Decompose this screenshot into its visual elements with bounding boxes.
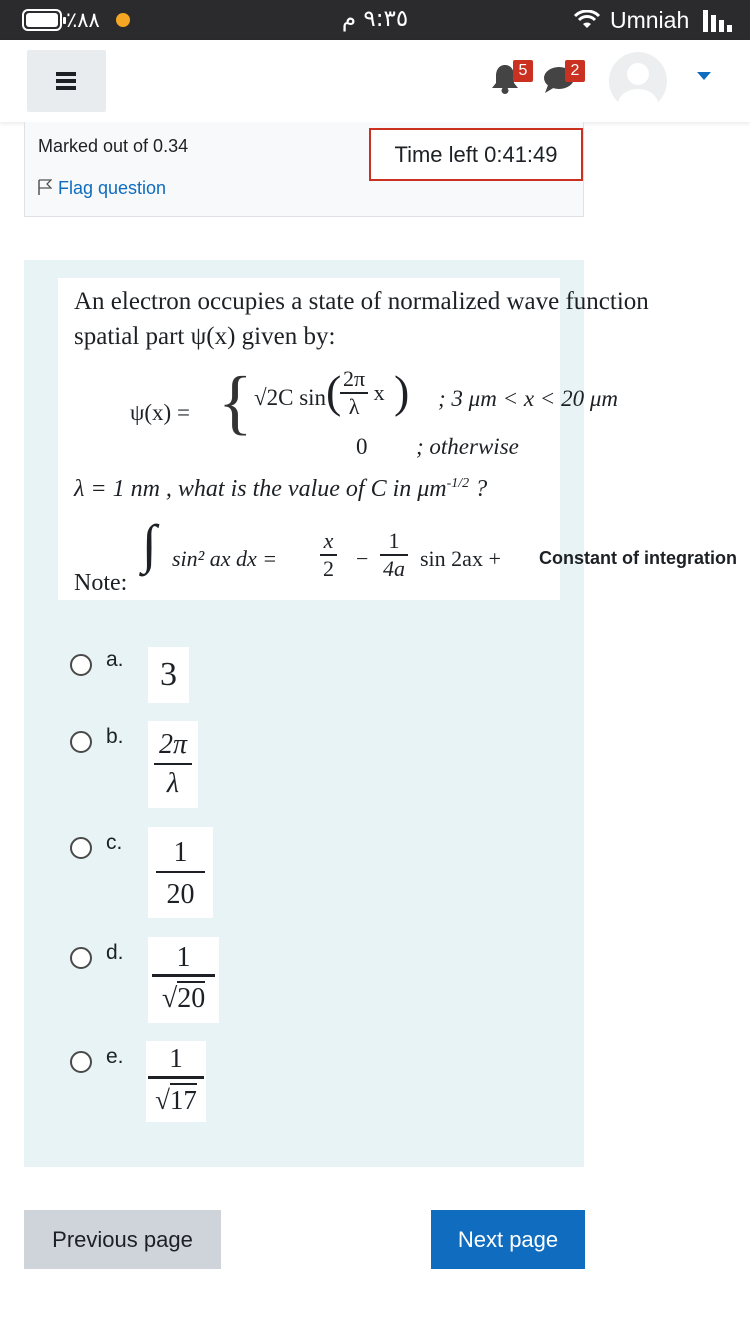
low-power-dot — [116, 13, 130, 27]
battery-percent: ٪٨٨ — [66, 9, 100, 32]
question-intro — [74, 284, 649, 354]
previous-page-button[interactable]: Previous page — [24, 1210, 221, 1269]
radio-e[interactable] — [70, 1051, 92, 1073]
option-c-letter: c. — [106, 831, 123, 854]
integral-sin: sin 2ax + — [420, 546, 501, 571]
quiz-timer: Time left 0:41:49 — [369, 128, 583, 181]
option-a-letter: a. — [106, 648, 124, 671]
integral-lhs: sin² ax dx = — [172, 546, 278, 571]
paren-close: ) — [394, 366, 410, 417]
case-1-condition: ; 3 μm < x < 20 μm — [438, 386, 618, 411]
lambda-question-text: λ = 1 nm , what is the value of C in μm — [74, 476, 447, 502]
next-page-button[interactable]: Next page — [431, 1210, 585, 1269]
option-c-value — [148, 827, 213, 918]
psi-lhs: ψ(x) = — [130, 400, 190, 425]
radio-a[interactable] — [70, 654, 92, 676]
hamburger-icon-bar — [56, 79, 76, 83]
hamburger-icon — [56, 72, 76, 76]
lambda-denominator: λ — [348, 394, 360, 419]
option-e-den: 17 — [169, 1085, 197, 1115]
integral-two: 2 — [323, 556, 334, 581]
option-c-den: 20 — [166, 879, 195, 910]
flag-question-label: Flag question — [58, 178, 167, 198]
marked-out-of: Marked out of 0.34 — [38, 136, 189, 156]
question-line-2: spatial part ψ(x) given by: — [74, 323, 336, 350]
case-2-value: 0 — [356, 434, 368, 459]
option-e-den-wrap — [146, 1079, 206, 1119]
option-b-num: 2π — [154, 725, 192, 765]
sqrt-symbol: √ — [155, 1085, 170, 1115]
messages-badge: 2 — [565, 60, 585, 82]
lambda-question — [74, 476, 487, 503]
option-d-letter: d. — [106, 941, 124, 964]
integral-one: 1 — [380, 528, 408, 556]
case-1-coefficient: √2C sin — [254, 385, 327, 410]
option-b-value — [148, 721, 198, 808]
status-bar — [0, 0, 750, 40]
signal-icon — [703, 10, 737, 32]
wifi-icon — [573, 10, 601, 30]
minus-sign: − — [356, 546, 369, 571]
flag-icon — [38, 179, 52, 196]
integral-sign: ∫ — [142, 514, 157, 574]
constant-of-integration: Constant of integration — [539, 548, 737, 568]
radio-b[interactable] — [70, 731, 92, 753]
question-line-1: An electron occupies a state of normalized wave function — [74, 288, 649, 315]
user-avatar[interactable] — [609, 52, 667, 110]
option-d-num: 1 — [152, 939, 215, 977]
hamburger-icon-bar — [56, 86, 76, 90]
carrier-name: Umniah — [610, 7, 690, 33]
radio-d[interactable] — [70, 947, 92, 969]
integral-x: x — [320, 528, 337, 556]
status-time: ٩:٣٥ م — [341, 6, 409, 32]
option-a-value: 3 — [148, 647, 189, 703]
user-icon — [609, 52, 667, 110]
lambda-exponent: -1/2 — [446, 476, 470, 491]
x-over-2 — [320, 528, 337, 582]
flag-question-link[interactable] — [38, 178, 166, 199]
x-variable: x — [373, 380, 385, 405]
one-over-4a — [380, 528, 408, 582]
option-e-letter: e. — [106, 1045, 124, 1068]
notifications-badge: 5 — [513, 60, 533, 82]
option-e-num: 1 — [148, 1041, 204, 1079]
option-d-value — [148, 937, 219, 1023]
option-d-den: 20 — [177, 983, 206, 1014]
note-label: Note: — [74, 570, 128, 596]
top-navbar — [0, 40, 750, 122]
question-text — [58, 278, 737, 600]
option-d-den-wrap — [148, 977, 219, 1019]
sqrt-symbol: √ — [161, 983, 178, 1014]
two-pi-over-lambda — [340, 366, 385, 420]
left-brace: { — [218, 362, 253, 442]
option-e-value — [146, 1041, 206, 1122]
option-b-den: λ — [166, 768, 180, 799]
case-2-condition: ; otherwise — [416, 434, 519, 459]
two-pi: 2π — [340, 366, 368, 394]
chevron-down-icon[interactable] — [697, 72, 711, 80]
integral-4a: 4a — [383, 556, 405, 581]
menu-button[interactable] — [27, 50, 106, 112]
option-c-num: 1 — [156, 833, 205, 873]
paren-open: ( — [326, 366, 342, 417]
lambda-question-mark: ? — [469, 476, 488, 502]
option-b-letter: b. — [106, 725, 124, 748]
battery-icon — [22, 9, 62, 31]
radio-c[interactable] — [70, 837, 92, 859]
